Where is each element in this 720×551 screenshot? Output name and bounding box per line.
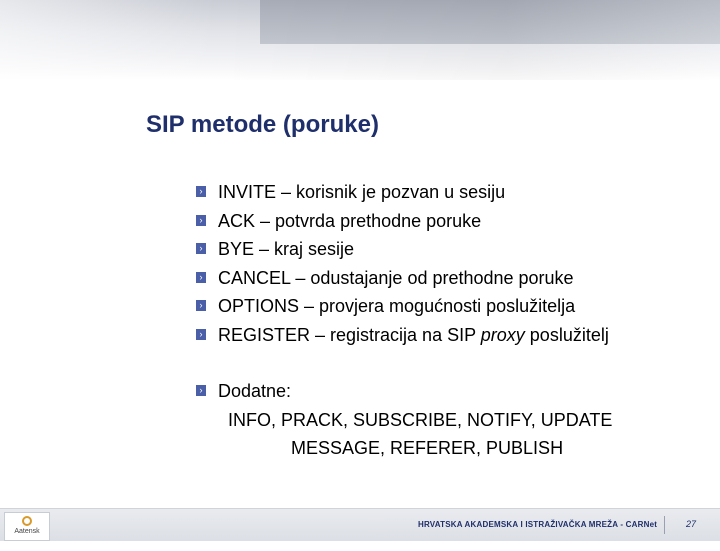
bullet-text: INVITE – korisnik je pozvan u sesiju [218, 182, 506, 202]
institution-logo [4, 512, 50, 541]
footer-divider [664, 516, 665, 534]
bullet-text: Dodatne: [218, 381, 292, 401]
bullet-text-italic: proxy [480, 324, 525, 345]
page-number: 27 [686, 519, 697, 529]
bullet-ack [196, 207, 609, 236]
bullet-text: BYE – kraj sesije [218, 239, 355, 260]
bullet-options [196, 292, 609, 321]
bullet-additional [196, 376, 291, 406]
bullet-marker-icon: › [196, 272, 206, 283]
bullet-text: CANCEL – odustajanje od prethodne poruke [218, 267, 574, 288]
bullet-text: ACK – potvrda prethodne poruke [218, 210, 482, 231]
bullet-marker-icon: › [196, 329, 206, 340]
slide-footer [0, 508, 720, 541]
bullet-text-before: REGISTER – registracija na SIP [218, 324, 481, 345]
slide-title: SIP metode (poruke) [146, 111, 379, 138]
additional-methods [196, 376, 291, 406]
bullet-marker-icon: › [196, 300, 206, 311]
bullet-text: OPTIONS – provjera mogućnosti poslužitelja [218, 296, 576, 317]
bullet-bye [196, 235, 609, 264]
header-shade [0, 0, 720, 80]
additional-methods-line-1: INFO, PRACK, SUBSCRIBE, NOTIFY, UPDATE [228, 410, 613, 430]
logo-text: Aatensk [14, 528, 40, 535]
additional-methods-line-2: MESSAGE, REFERER, PUBLISH [291, 438, 564, 458]
bullet-cancel [196, 264, 609, 293]
bullet-register [196, 321, 609, 350]
bullet-marker-icon: › [196, 243, 206, 254]
header-banner [0, 0, 720, 80]
bullet-list [196, 178, 609, 350]
bullet-marker-icon: › [196, 215, 206, 226]
logo-emblem-icon [22, 516, 32, 526]
bullet-invite [196, 178, 609, 207]
bullet-text-after: poslužitelj [524, 324, 609, 345]
bullet-marker-icon: › [196, 385, 206, 396]
bullet-marker-icon: › [196, 186, 206, 197]
network-name: HRVATSKA AKADEMSKA I ISTRAŽIVAČKA MREŽA - CARNet [418, 520, 658, 529]
